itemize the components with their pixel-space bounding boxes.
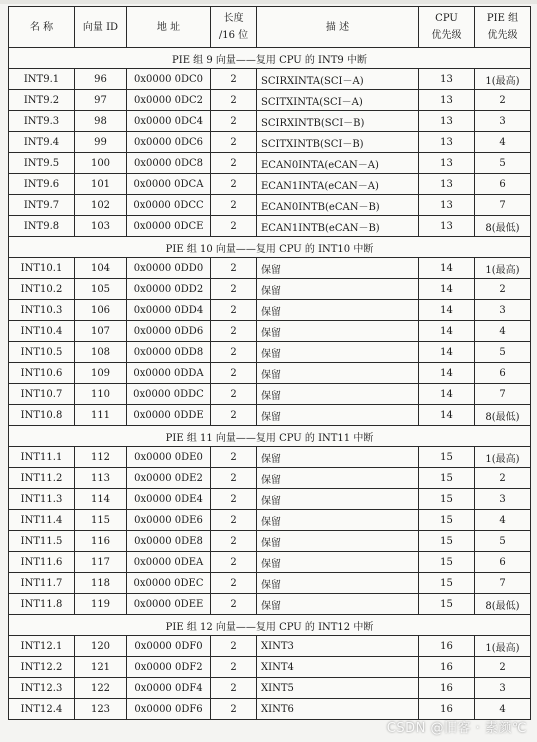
cell-length: 2 bbox=[211, 678, 257, 699]
cell-name: INT9.8 bbox=[9, 216, 75, 237]
table-row bbox=[9, 384, 531, 405]
cell-description: 保留 bbox=[257, 573, 419, 594]
cell-pie-priority: 7 bbox=[475, 195, 531, 216]
cell-description: ECAN1INTB(eCAN－B) bbox=[257, 216, 419, 237]
cell-length: 2 bbox=[211, 384, 257, 405]
cell-description: XINT5 bbox=[257, 678, 419, 699]
cell-cpu-priority: 13 bbox=[419, 69, 475, 90]
cell-pie-priority: 3 bbox=[475, 489, 531, 510]
cell-description: XINT6 bbox=[257, 699, 419, 720]
cell-vector-id: 120 bbox=[75, 636, 127, 657]
cell-description: 保留 bbox=[257, 468, 419, 489]
cell-description: SCITXINTA(SCI－A) bbox=[257, 90, 419, 111]
table-row bbox=[9, 279, 531, 300]
cell-pie-priority: 6 bbox=[475, 174, 531, 195]
cell-name: INT10.6 bbox=[9, 363, 75, 384]
cell-length: 2 bbox=[211, 90, 257, 111]
cell-cpu-priority: 13 bbox=[419, 174, 475, 195]
cell-cpu-priority: 15 bbox=[419, 594, 475, 615]
cell-vector-id: 122 bbox=[75, 678, 127, 699]
header-address: 地 址 bbox=[127, 7, 211, 48]
group-title: PIE 组 9 向量——复用 CPU 的 INT9 中断 bbox=[9, 48, 531, 69]
cell-address: 0x0000 0DC8 bbox=[127, 153, 211, 174]
cell-description: 保留 bbox=[257, 552, 419, 573]
cell-cpu-priority: 13 bbox=[419, 153, 475, 174]
cell-address: 0x0000 0DDA bbox=[127, 363, 211, 384]
cell-name: INT9.7 bbox=[9, 195, 75, 216]
cell-vector-id: 104 bbox=[75, 258, 127, 279]
cell-address: 0x0000 0DEA bbox=[127, 552, 211, 573]
cell-address: 0x0000 0DF0 bbox=[127, 636, 211, 657]
cell-vector-id: 106 bbox=[75, 300, 127, 321]
cell-length: 2 bbox=[211, 552, 257, 573]
group-title: PIE 组 12 向量——复用 CPU 的 INT12 中断 bbox=[9, 615, 531, 636]
cell-length: 2 bbox=[211, 363, 257, 384]
table-row bbox=[9, 300, 531, 321]
cell-address: 0x0000 0DE8 bbox=[127, 531, 211, 552]
header-cpu-priority: CPU 优先级 bbox=[419, 7, 475, 48]
cell-name: INT11.1 bbox=[9, 447, 75, 468]
header-name: 名 称 bbox=[9, 7, 75, 48]
cell-cpu-priority: 13 bbox=[419, 132, 475, 153]
header-description: 描 述 bbox=[257, 7, 419, 48]
cell-cpu-priority: 15 bbox=[419, 552, 475, 573]
cell-description: 保留 bbox=[257, 384, 419, 405]
cell-address: 0x0000 0DC0 bbox=[127, 69, 211, 90]
cell-cpu-priority: 15 bbox=[419, 489, 475, 510]
cell-description: 保留 bbox=[257, 489, 419, 510]
table-row bbox=[9, 657, 531, 678]
table-row bbox=[9, 363, 531, 384]
cell-vector-id: 123 bbox=[75, 699, 127, 720]
cell-name: INT12.4 bbox=[9, 699, 75, 720]
cell-address: 0x0000 0DD8 bbox=[127, 342, 211, 363]
group-header-row bbox=[9, 237, 531, 258]
cell-name: INT10.5 bbox=[9, 342, 75, 363]
cell-address: 0x0000 0DCA bbox=[127, 174, 211, 195]
table-row bbox=[9, 132, 531, 153]
cell-length: 2 bbox=[211, 321, 257, 342]
cell-pie-priority: 8(最低) bbox=[475, 216, 531, 237]
cell-length: 2 bbox=[211, 111, 257, 132]
cell-address: 0x0000 0DCE bbox=[127, 216, 211, 237]
cell-name: INT9.1 bbox=[9, 69, 75, 90]
cell-cpu-priority: 13 bbox=[419, 216, 475, 237]
cell-cpu-priority: 16 bbox=[419, 636, 475, 657]
cell-cpu-priority: 15 bbox=[419, 573, 475, 594]
cell-cpu-priority: 14 bbox=[419, 363, 475, 384]
table-row bbox=[9, 405, 531, 426]
table-row bbox=[9, 573, 531, 594]
table-header-row bbox=[9, 7, 531, 48]
cell-pie-priority: 3 bbox=[475, 111, 531, 132]
cell-description: 保留 bbox=[257, 363, 419, 384]
cell-vector-id: 108 bbox=[75, 342, 127, 363]
table-row bbox=[9, 468, 531, 489]
cell-length: 2 bbox=[211, 489, 257, 510]
cell-pie-priority: 2 bbox=[475, 468, 531, 489]
cell-pie-priority: 1(最高) bbox=[475, 447, 531, 468]
cell-vector-id: 107 bbox=[75, 321, 127, 342]
cell-length: 2 bbox=[211, 153, 257, 174]
cell-address: 0x0000 0DE4 bbox=[127, 489, 211, 510]
cell-description: ECAN1INTA(eCAN－A) bbox=[257, 174, 419, 195]
cell-name: INT10.1 bbox=[9, 258, 75, 279]
cell-pie-priority: 4 bbox=[475, 699, 531, 720]
table-body bbox=[9, 48, 531, 720]
cell-pie-priority: 5 bbox=[475, 342, 531, 363]
cell-pie-priority: 5 bbox=[475, 153, 531, 174]
cell-vector-id: 118 bbox=[75, 573, 127, 594]
cell-pie-priority: 1(最高) bbox=[475, 258, 531, 279]
cell-vector-id: 99 bbox=[75, 132, 127, 153]
cell-vector-id: 101 bbox=[75, 174, 127, 195]
group-header-row bbox=[9, 48, 531, 69]
table-row bbox=[9, 510, 531, 531]
cell-length: 2 bbox=[211, 342, 257, 363]
cell-address: 0x0000 0DF4 bbox=[127, 678, 211, 699]
cell-description: SCIRXINTB(SCI－B) bbox=[257, 111, 419, 132]
cell-cpu-priority: 16 bbox=[419, 678, 475, 699]
cell-vector-id: 97 bbox=[75, 90, 127, 111]
cell-cpu-priority: 13 bbox=[419, 195, 475, 216]
cell-name: INT10.7 bbox=[9, 384, 75, 405]
cell-cpu-priority: 16 bbox=[419, 699, 475, 720]
cell-name: INT12.1 bbox=[9, 636, 75, 657]
cell-pie-priority: 6 bbox=[475, 363, 531, 384]
cell-cpu-priority: 14 bbox=[419, 405, 475, 426]
cell-length: 2 bbox=[211, 468, 257, 489]
cell-pie-priority: 4 bbox=[475, 510, 531, 531]
table-row bbox=[9, 195, 531, 216]
group-header-row bbox=[9, 426, 531, 447]
cell-cpu-priority: 14 bbox=[419, 300, 475, 321]
cell-cpu-priority: 15 bbox=[419, 468, 475, 489]
cell-description: 保留 bbox=[257, 321, 419, 342]
cell-description: XINT4 bbox=[257, 657, 419, 678]
cell-description: ECAN0INTB(eCAN－B) bbox=[257, 195, 419, 216]
cell-description: ECAN0INTA(eCAN－A) bbox=[257, 153, 419, 174]
cell-cpu-priority: 14 bbox=[419, 258, 475, 279]
cell-name: INT9.6 bbox=[9, 174, 75, 195]
cell-pie-priority: 2 bbox=[475, 90, 531, 111]
cell-name: INT11.5 bbox=[9, 531, 75, 552]
cell-pie-priority: 3 bbox=[475, 678, 531, 699]
cell-vector-id: 96 bbox=[75, 69, 127, 90]
cell-length: 2 bbox=[211, 699, 257, 720]
cell-pie-priority: 1(最高) bbox=[475, 69, 531, 90]
cell-description: 保留 bbox=[257, 258, 419, 279]
cell-name: INT11.8 bbox=[9, 594, 75, 615]
cell-vector-id: 109 bbox=[75, 363, 127, 384]
group-title: PIE 组 11 向量——复用 CPU 的 INT11 中断 bbox=[9, 426, 531, 447]
cell-vector-id: 117 bbox=[75, 552, 127, 573]
cell-name: INT11.4 bbox=[9, 510, 75, 531]
cell-address: 0x0000 0DF2 bbox=[127, 657, 211, 678]
cell-name: INT10.2 bbox=[9, 279, 75, 300]
cell-cpu-priority: 14 bbox=[419, 384, 475, 405]
cell-pie-priority: 2 bbox=[475, 279, 531, 300]
cell-address: 0x0000 0DC6 bbox=[127, 132, 211, 153]
cell-length: 2 bbox=[211, 69, 257, 90]
cell-vector-id: 110 bbox=[75, 384, 127, 405]
cell-cpu-priority: 14 bbox=[419, 279, 475, 300]
table-row bbox=[9, 552, 531, 573]
table-row bbox=[9, 321, 531, 342]
table-row bbox=[9, 174, 531, 195]
table-row bbox=[9, 111, 531, 132]
cell-name: INT10.3 bbox=[9, 300, 75, 321]
cell-address: 0x0000 0DD0 bbox=[127, 258, 211, 279]
cell-name: INT11.6 bbox=[9, 552, 75, 573]
table-row bbox=[9, 90, 531, 111]
cell-name: INT12.2 bbox=[9, 657, 75, 678]
cell-pie-priority: 5 bbox=[475, 531, 531, 552]
cell-address: 0x0000 0DDC bbox=[127, 384, 211, 405]
table-row bbox=[9, 678, 531, 699]
cell-address: 0x0000 0DE0 bbox=[127, 447, 211, 468]
cell-pie-priority: 7 bbox=[475, 384, 531, 405]
cell-vector-id: 121 bbox=[75, 657, 127, 678]
cell-name: INT9.2 bbox=[9, 90, 75, 111]
cell-cpu-priority: 16 bbox=[419, 657, 475, 678]
cell-name: INT12.3 bbox=[9, 678, 75, 699]
table-row bbox=[9, 69, 531, 90]
cell-cpu-priority: 15 bbox=[419, 531, 475, 552]
cell-description: 保留 bbox=[257, 447, 419, 468]
cell-vector-id: 103 bbox=[75, 216, 127, 237]
table-row bbox=[9, 594, 531, 615]
cell-description: 保留 bbox=[257, 594, 419, 615]
cell-vector-id: 112 bbox=[75, 447, 127, 468]
table-row bbox=[9, 636, 531, 657]
cell-length: 2 bbox=[211, 216, 257, 237]
cell-length: 2 bbox=[211, 531, 257, 552]
cell-name: INT10.4 bbox=[9, 321, 75, 342]
cell-description: XINT3 bbox=[257, 636, 419, 657]
group-title: PIE 组 10 向量——复用 CPU 的 INT10 中断 bbox=[9, 237, 531, 258]
cell-description: 保留 bbox=[257, 279, 419, 300]
cell-pie-priority: 8(最低) bbox=[475, 594, 531, 615]
cell-address: 0x0000 0DC4 bbox=[127, 111, 211, 132]
table-row bbox=[9, 153, 531, 174]
cell-length: 2 bbox=[211, 279, 257, 300]
cell-length: 2 bbox=[211, 405, 257, 426]
cell-address: 0x0000 0DDE bbox=[127, 405, 211, 426]
cell-name: INT11.2 bbox=[9, 468, 75, 489]
cell-pie-priority: 1(最高) bbox=[475, 636, 531, 657]
cell-vector-id: 102 bbox=[75, 195, 127, 216]
cell-description: 保留 bbox=[257, 342, 419, 363]
group-header-row bbox=[9, 615, 531, 636]
cell-vector-id: 98 bbox=[75, 111, 127, 132]
cell-description: SCIRXINTA(SCI－A) bbox=[257, 69, 419, 90]
table-row bbox=[9, 531, 531, 552]
cell-name: INT11.7 bbox=[9, 573, 75, 594]
cell-description: SCITXINTB(SCI－B) bbox=[257, 132, 419, 153]
table-row bbox=[9, 342, 531, 363]
cell-length: 2 bbox=[211, 132, 257, 153]
table-row bbox=[9, 489, 531, 510]
cell-vector-id: 116 bbox=[75, 531, 127, 552]
cell-vector-id: 105 bbox=[75, 279, 127, 300]
cell-vector-id: 115 bbox=[75, 510, 127, 531]
cell-length: 2 bbox=[211, 594, 257, 615]
cell-pie-priority: 7 bbox=[475, 573, 531, 594]
cell-vector-id: 111 bbox=[75, 405, 127, 426]
cell-address: 0x0000 0DCC bbox=[127, 195, 211, 216]
cell-pie-priority: 2 bbox=[475, 657, 531, 678]
header-vector-id: 向量 ID bbox=[75, 7, 127, 48]
cell-length: 2 bbox=[211, 657, 257, 678]
cell-name: INT11.3 bbox=[9, 489, 75, 510]
cell-address: 0x0000 0DF6 bbox=[127, 699, 211, 720]
table-row bbox=[9, 258, 531, 279]
interrupt-vector-table bbox=[8, 6, 531, 720]
cell-vector-id: 114 bbox=[75, 489, 127, 510]
header-length: 长度 /16 位 bbox=[211, 7, 257, 48]
cell-cpu-priority: 15 bbox=[419, 447, 475, 468]
top-strip bbox=[0, 0, 537, 4]
cell-pie-priority: 4 bbox=[475, 132, 531, 153]
cell-length: 2 bbox=[211, 636, 257, 657]
cell-address: 0x0000 0DEC bbox=[127, 573, 211, 594]
cell-name: INT9.3 bbox=[9, 111, 75, 132]
cell-vector-id: 100 bbox=[75, 153, 127, 174]
table-row bbox=[9, 216, 531, 237]
table-row bbox=[9, 447, 531, 468]
cell-length: 2 bbox=[211, 447, 257, 468]
cell-pie-priority: 8(最低) bbox=[475, 405, 531, 426]
cell-length: 2 bbox=[211, 174, 257, 195]
cell-cpu-priority: 14 bbox=[419, 342, 475, 363]
cell-address: 0x0000 0DD2 bbox=[127, 279, 211, 300]
cell-name: INT9.4 bbox=[9, 132, 75, 153]
cell-cpu-priority: 13 bbox=[419, 111, 475, 132]
cell-length: 2 bbox=[211, 300, 257, 321]
header-pie-priority: PIE 组 优先级 bbox=[475, 7, 531, 48]
cell-length: 2 bbox=[211, 510, 257, 531]
cell-name: INT9.5 bbox=[9, 153, 75, 174]
cell-cpu-priority: 13 bbox=[419, 90, 475, 111]
cell-description: 保留 bbox=[257, 510, 419, 531]
cell-pie-priority: 4 bbox=[475, 321, 531, 342]
cell-vector-id: 119 bbox=[75, 594, 127, 615]
watermark: CSDN @旧客 · 素颜℃ bbox=[386, 721, 527, 736]
cell-length: 2 bbox=[211, 573, 257, 594]
cell-address: 0x0000 0DC2 bbox=[127, 90, 211, 111]
cell-cpu-priority: 15 bbox=[419, 510, 475, 531]
cell-description: 保留 bbox=[257, 300, 419, 321]
cell-length: 2 bbox=[211, 258, 257, 279]
cell-description: 保留 bbox=[257, 531, 419, 552]
cell-address: 0x0000 0DEE bbox=[127, 594, 211, 615]
cell-address: 0x0000 0DE6 bbox=[127, 510, 211, 531]
cell-pie-priority: 3 bbox=[475, 300, 531, 321]
cell-description: 保留 bbox=[257, 405, 419, 426]
cell-cpu-priority: 14 bbox=[419, 321, 475, 342]
cell-address: 0x0000 0DD4 bbox=[127, 300, 211, 321]
cell-address: 0x0000 0DD6 bbox=[127, 321, 211, 342]
cell-length: 2 bbox=[211, 195, 257, 216]
cell-address: 0x0000 0DE2 bbox=[127, 468, 211, 489]
cell-vector-id: 113 bbox=[75, 468, 127, 489]
cell-pie-priority: 6 bbox=[475, 552, 531, 573]
cell-name: INT10.8 bbox=[9, 405, 75, 426]
